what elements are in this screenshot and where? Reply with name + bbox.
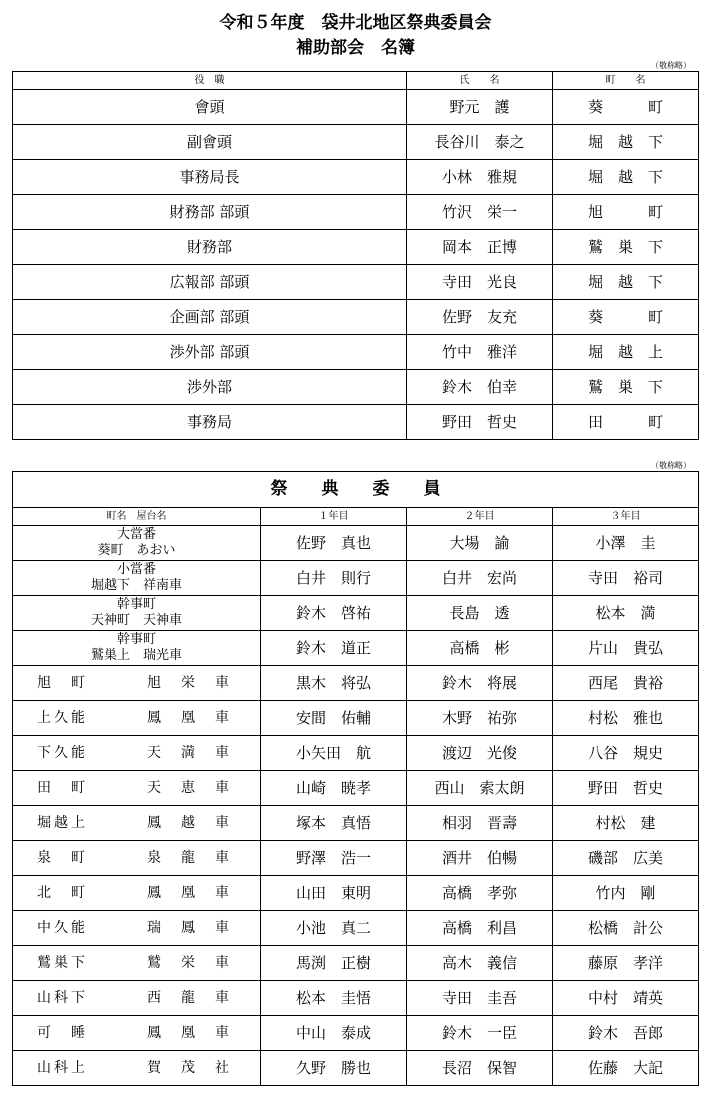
officer-role: 事務局長	[13, 160, 407, 195]
officer-row	[13, 125, 699, 160]
member-row	[13, 596, 699, 631]
zone-town: 上久能	[37, 710, 88, 726]
member-zone	[13, 526, 261, 561]
member-year3: 松橋 計公	[553, 911, 699, 946]
officer-town: 葵 町	[553, 300, 699, 335]
zone-float: 鳳 凰 車	[147, 885, 232, 901]
header-year2: ２年目	[407, 508, 553, 526]
honorific-note-2: （敬称略）	[651, 461, 691, 470]
member-year3: 佐藤 大記	[553, 1051, 699, 1086]
member-row	[13, 1051, 699, 1086]
member-row	[13, 666, 699, 701]
zone-town: 山科下	[37, 990, 88, 1006]
officer-row	[13, 300, 699, 335]
member-zone	[13, 771, 261, 806]
officer-name: 寺田 光良	[407, 265, 553, 300]
zone-town: 山科上	[37, 1060, 88, 1076]
officer-town: 堀 越 下	[553, 125, 699, 160]
member-year3: 磯部 広美	[553, 841, 699, 876]
member-year3: 村松 建	[553, 806, 699, 841]
member-row	[13, 736, 699, 771]
member-year3: 小澤 圭	[553, 526, 699, 561]
member-zone	[13, 666, 261, 701]
member-year2: 相羽 晋壽	[407, 806, 553, 841]
member-year1: 塚本 真悟	[261, 806, 407, 841]
member-zone	[13, 946, 261, 981]
member-row	[13, 876, 699, 911]
header-year1: １年目	[261, 508, 407, 526]
member-year1: 小矢田 航	[261, 736, 407, 771]
zone-float: 鳳 凰 車	[147, 1025, 232, 1041]
committee-table	[12, 471, 699, 1086]
member-year2: 高木 義信	[407, 946, 553, 981]
member-year2: 西山 索太朗	[407, 771, 553, 806]
member-year1: 久野 勝也	[261, 1051, 407, 1086]
member-year3: 寺田 裕司	[553, 561, 699, 596]
zone-role: 小當番	[116, 561, 156, 577]
member-year3: 松本 満	[553, 596, 699, 631]
document-title: 令和５年度 袋井北地区祭典委員会	[219, 13, 492, 33]
member-year2: 鈴木 一臣	[407, 1016, 553, 1051]
officer-town: 旭 町	[553, 195, 699, 230]
officer-town: 葵 町	[553, 90, 699, 125]
honorific-note: （敬称略）	[651, 61, 691, 70]
member-year3: 中村 靖英	[553, 981, 699, 1016]
zone-town: 旭 町	[37, 675, 88, 691]
officer-town: 堀 越 上	[553, 335, 699, 370]
member-zone	[13, 701, 261, 736]
officer-name: 岡本 正博	[407, 230, 553, 265]
member-row	[13, 701, 699, 736]
document-subtitle: 補助部会 名簿	[296, 38, 415, 58]
member-year2: 長島 透	[407, 596, 553, 631]
officer-town: 田 町	[553, 405, 699, 440]
zone-float: 泉 龍 車	[147, 850, 232, 866]
member-year2: 高橋 彬	[407, 631, 553, 666]
member-row	[13, 631, 699, 666]
zone-float: 西 龍 車	[147, 990, 232, 1006]
member-year2: 木野 祐弥	[407, 701, 553, 736]
member-year2: 白井 宏尚	[407, 561, 553, 596]
committee-title-row	[13, 472, 699, 508]
member-year1: 鈴木 啓祐	[261, 596, 407, 631]
member-row	[13, 561, 699, 596]
zone-float: 鷲 栄 車	[147, 955, 232, 971]
member-row	[13, 841, 699, 876]
officer-name: 竹沢 栄一	[407, 195, 553, 230]
member-zone	[13, 1051, 261, 1086]
officer-row	[13, 230, 699, 265]
officer-role: 會頭	[13, 90, 407, 125]
member-year3: 藤原 孝洋	[553, 946, 699, 981]
member-zone	[13, 736, 261, 771]
member-zone	[13, 806, 261, 841]
member-year3: 竹内 剛	[553, 876, 699, 911]
officer-role: 財務部 部頭	[13, 195, 407, 230]
member-year3: 村松 雅也	[553, 701, 699, 736]
officer-name: 小林 雅規	[407, 160, 553, 195]
member-year1: 山田 東明	[261, 876, 407, 911]
header-year3: ３年目	[553, 508, 699, 526]
officer-role: 渉外部	[13, 370, 407, 405]
officer-town: 鷲 巣 下	[553, 230, 699, 265]
member-year3: 西尾 貴裕	[553, 666, 699, 701]
zone-town-float: 天神町 天神車	[90, 613, 182, 628]
officer-role: 渉外部 部頭	[13, 335, 407, 370]
member-year2: 長沼 保智	[407, 1051, 553, 1086]
officer-name: 野田 哲史	[407, 405, 553, 440]
member-year3: 八谷 規史	[553, 736, 699, 771]
officer-role: 財務部	[13, 230, 407, 265]
member-year1: 松本 圭悟	[261, 981, 407, 1016]
officer-role: 広報部 部頭	[13, 265, 407, 300]
zone-float: 天 恵 車	[147, 780, 232, 796]
zone-town-float: 鷲巣上 瑞光車	[90, 648, 182, 663]
officer-name: 野元 護	[407, 90, 553, 125]
committee-title: 祭 典 委 員	[13, 472, 699, 508]
officers-table	[12, 71, 699, 440]
header-zone: 町名 屋台名	[13, 508, 261, 526]
member-year1: 鈴木 道正	[261, 631, 407, 666]
member-year1: 中山 泰成	[261, 1016, 407, 1051]
officer-row	[13, 90, 699, 125]
zone-town: 下久能	[37, 745, 88, 761]
officer-name: 鈴木 伯幸	[407, 370, 553, 405]
header-name: 氏 名	[407, 72, 553, 90]
zone-role: 大當番	[116, 526, 156, 542]
officer-town: 堀 越 下	[553, 265, 699, 300]
member-year3: 野田 哲史	[553, 771, 699, 806]
member-zone	[13, 561, 261, 596]
member-row	[13, 911, 699, 946]
member-year3: 鈴木 吾郎	[553, 1016, 699, 1051]
member-zone	[13, 876, 261, 911]
zone-town: 北 町	[37, 885, 88, 901]
officers-header-row	[13, 72, 699, 90]
officer-name: 佐野 友充	[407, 300, 553, 335]
zone-role: 幹事町	[116, 631, 156, 647]
member-year2: 酒井 伯暢	[407, 841, 553, 876]
member-row	[13, 946, 699, 981]
member-year1: 野澤 浩一	[261, 841, 407, 876]
zone-town: 鷲巣下	[37, 955, 88, 971]
member-year2: 寺田 圭吾	[407, 981, 553, 1016]
zone-town: 中久能	[37, 920, 88, 936]
member-year1: 安間 佑輔	[261, 701, 407, 736]
officer-row	[13, 160, 699, 195]
member-year2: 鈴木 将展	[407, 666, 553, 701]
member-zone	[13, 981, 261, 1016]
zone-town-float: 葵町 あおい	[97, 543, 176, 558]
header-role: 役 職	[13, 72, 407, 90]
officer-row	[13, 265, 699, 300]
officer-role: 事務局	[13, 405, 407, 440]
member-year1: 馬渕 正樹	[261, 946, 407, 981]
member-row	[13, 771, 699, 806]
member-row	[13, 981, 699, 1016]
zone-float: 鳳 越 車	[147, 815, 232, 831]
zone-town: 堀越上	[37, 815, 88, 831]
member-zone	[13, 1016, 261, 1051]
zone-float: 旭 栄 車	[147, 675, 232, 691]
member-year1: 小池 真二	[261, 911, 407, 946]
member-row	[13, 806, 699, 841]
member-row	[13, 526, 699, 561]
member-zone	[13, 911, 261, 946]
member-year2: 渡辺 光俊	[407, 736, 553, 771]
officer-name: 長谷川 泰之	[407, 125, 553, 160]
officer-name: 竹中 雅洋	[407, 335, 553, 370]
zone-role: 幹事町	[116, 596, 156, 612]
member-year1: 黒木 将弘	[261, 666, 407, 701]
zone-town: 可 睡	[37, 1025, 88, 1041]
officer-role: 企画部 部頭	[13, 300, 407, 335]
officer-row	[13, 370, 699, 405]
zone-town: 田 町	[37, 780, 88, 796]
zone-float: 瑞 鳳 車	[147, 920, 232, 936]
member-row	[13, 1016, 699, 1051]
member-year2: 高橋 孝弥	[407, 876, 553, 911]
officer-row	[13, 195, 699, 230]
zone-float: 賀 茂 社	[147, 1060, 232, 1076]
header-town: 町 名	[553, 72, 699, 90]
member-year2: 高橋 利昌	[407, 911, 553, 946]
zone-town: 泉 町	[37, 850, 88, 866]
member-year1: 白井 則行	[261, 561, 407, 596]
zone-float: 天 満 車	[147, 745, 232, 761]
officer-row	[13, 335, 699, 370]
member-year1: 佐野 真也	[261, 526, 407, 561]
member-zone	[13, 841, 261, 876]
member-zone	[13, 631, 261, 666]
officer-row	[13, 405, 699, 440]
officer-town: 鷲 巣 下	[553, 370, 699, 405]
member-zone	[13, 596, 261, 631]
officer-role: 副會頭	[13, 125, 407, 160]
committee-header-row	[13, 508, 699, 526]
officer-town: 堀 越 下	[553, 160, 699, 195]
member-year2: 大場 諭	[407, 526, 553, 561]
member-year3: 片山 貴弘	[553, 631, 699, 666]
member-year1: 山崎 暁孝	[261, 771, 407, 806]
zone-town-float: 堀越下 祥南車	[90, 578, 182, 593]
zone-float: 鳳 凰 車	[147, 710, 232, 726]
